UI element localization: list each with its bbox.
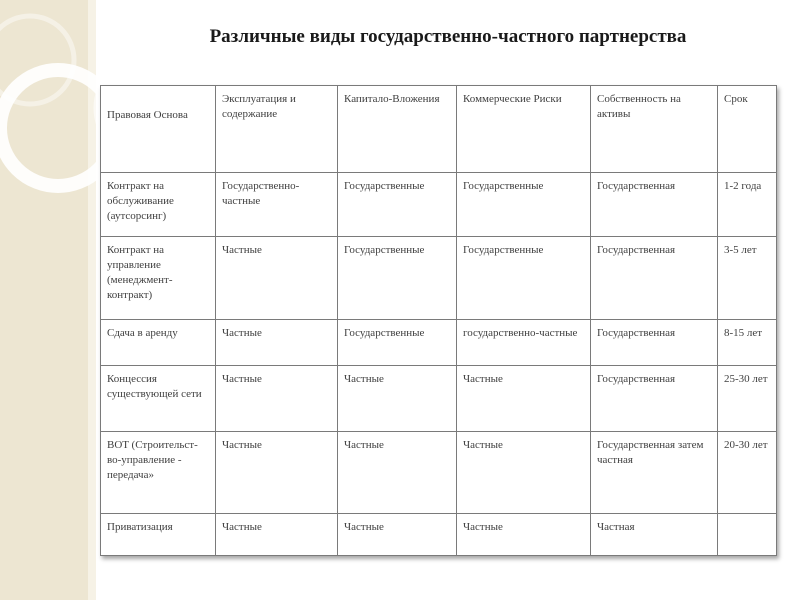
table-row (101, 173, 777, 237)
table-cell: Частные (338, 432, 457, 514)
table-cell: Концессия существующей сети (101, 366, 216, 432)
table-row (101, 366, 777, 432)
table-cell: Государственные (338, 173, 457, 237)
table-cell: 8-15 лет (718, 320, 777, 366)
table-cell: Частные (216, 366, 338, 432)
table-cell: Контракт на обслуживание (аутсорсинг) (101, 173, 216, 237)
table-cell: Частные (216, 432, 338, 514)
table-cell: BOT (Строительст-во-управление - передача» (101, 432, 216, 514)
table-cell: Государственные (457, 173, 591, 237)
header-cell-investment: Капитало-Вложения (338, 86, 457, 173)
header-cell-operation: Эксплуатация и содержание (216, 86, 338, 173)
table-cell: Государственная (591, 366, 718, 432)
table-cell: Частные (216, 320, 338, 366)
table-cell: Приватизация (101, 514, 216, 556)
table-cell: Частные (457, 432, 591, 514)
table-cell: Государственные (338, 320, 457, 366)
table-cell: Частные (338, 366, 457, 432)
table-cell: Государственные (338, 237, 457, 320)
table-row (101, 514, 777, 556)
table-header-row (101, 86, 777, 173)
table-cell: 3-5 лет (718, 237, 777, 320)
table-cell: Сдача в аренду (101, 320, 216, 366)
table-cell: Частная (591, 514, 718, 556)
ppp-types-table (100, 85, 777, 556)
table-cell: Частные (216, 237, 338, 320)
table-container (100, 85, 776, 556)
table-cell: Государственная затем частная (591, 432, 718, 514)
table-cell: 20-30 лет (718, 432, 777, 514)
table-cell: Государственная (591, 237, 718, 320)
table-cell (718, 514, 777, 556)
table-cell: Государственные (457, 237, 591, 320)
table-cell: 1-2 года (718, 173, 777, 237)
table-cell: 25-30 лет (718, 366, 777, 432)
table-cell: Частные (216, 514, 338, 556)
header-cell-legal-basis: Правовая Основа (101, 86, 216, 173)
table-row (101, 320, 777, 366)
table-cell: Государственная (591, 320, 718, 366)
table-row (101, 432, 777, 514)
table-cell: Государственно-частные (216, 173, 338, 237)
table-cell: Государственная (591, 173, 718, 237)
table-cell: государственно-частные (457, 320, 591, 366)
table-cell: Частные (457, 366, 591, 432)
table-cell: Частные (338, 514, 457, 556)
header-cell-ownership: Собственность на активы (591, 86, 718, 173)
header-cell-risks: Коммерческие Риски (457, 86, 591, 173)
table-cell: Частные (457, 514, 591, 556)
table-row (101, 237, 777, 320)
page-title: Различные виды государственно-частного партнерства (209, 26, 687, 47)
header-cell-term: Срок (718, 86, 777, 173)
table-cell: Контракт на управление (менеджмент-контракт) (101, 237, 216, 320)
